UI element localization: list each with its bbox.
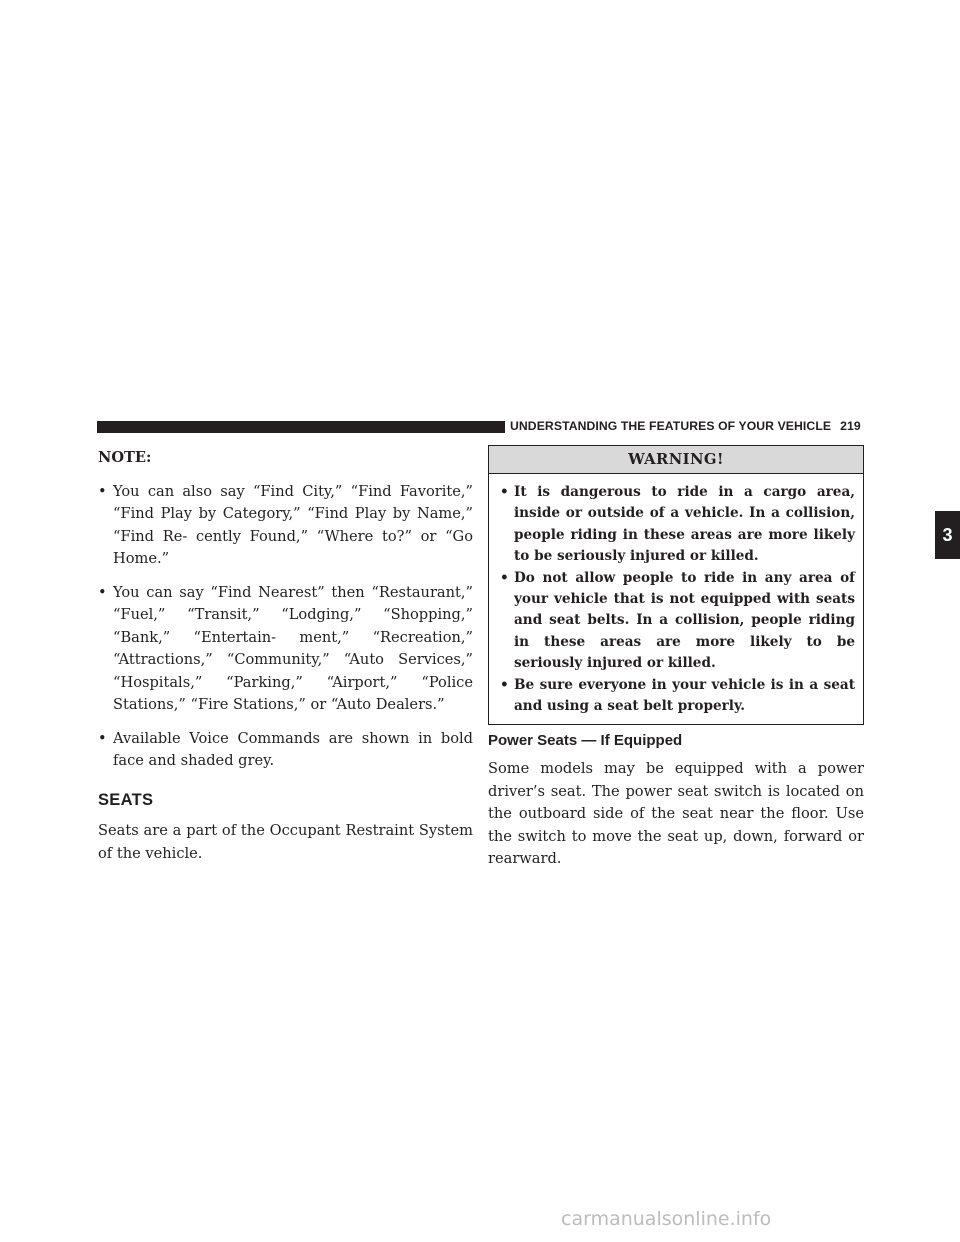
watermark: carmanualsonline.info <box>561 1208 772 1230</box>
section-body: Seats are a part of the Occupant Restraint System of the vehicle. <box>98 822 473 862</box>
warning-item-text: Do not allow people to ride in any area of your vehicle that is not equipped with seats and seat belts. In a collision, people riding in these areas are more likely to be seriously injured or killed. <box>514 569 855 672</box>
warning-item-text: It is dangerous to ride in a cargo area, inside or outside of a vehicle. In a collision, people riding in these areas are more likely to be seriously injured or killed. <box>514 484 855 565</box>
note-list <box>98 481 473 773</box>
warning-list <box>489 474 863 724</box>
bullet-icon: • <box>98 583 107 601</box>
section-heading: SEATS <box>98 790 154 809</box>
warning-title: WARNING! <box>489 446 863 474</box>
list-item <box>98 582 473 717</box>
list-item-text: You can say “Find Nearest” then “Restaurant,” “Fuel,” “Transit,” “Lodging,” “Shopping,” “Bank,” “Entertain- ment,” “Recreation,” “Attractions,” “Community,” “Auto Services,” “Hospitals,” “Parking,” “Airport,” “Police Stations,” “Fire Stations,” or “Auto Dealers.” <box>113 583 473 713</box>
sub-body: Some models may be equipped with a power driver’s seat. The power seat switch is located on the outboard side of the seat near the floor. Use the switch to move the seat up, down, forward or rearward. <box>488 760 864 868</box>
list-item <box>98 481 473 571</box>
page-number: 219 <box>840 419 861 433</box>
right-column <box>488 445 864 871</box>
header-bar <box>97 421 505 433</box>
list-item <box>500 568 855 675</box>
running-head-title: UNDERSTANDING THE FEATURES OF YOUR VEHICLE <box>510 419 832 433</box>
running-head <box>510 419 861 433</box>
list-item <box>500 675 855 718</box>
list-item-text: Available Voice Commands are shown in bold face and shaded grey. <box>113 729 473 769</box>
left-column <box>98 447 473 865</box>
list-item <box>500 482 855 568</box>
note-title: NOTE: <box>98 449 152 466</box>
bullet-icon: • <box>500 569 509 586</box>
bullet-icon: • <box>98 729 107 747</box>
bullet-icon: • <box>500 484 509 500</box>
list-item <box>98 728 473 773</box>
warning-box <box>488 445 864 725</box>
sub-heading: Power Seats — If Equipped <box>488 732 683 750</box>
chapter-tab: 3 <box>935 511 960 559</box>
bullet-icon: • <box>98 482 107 500</box>
list-item-text: You can also say “Find City,” “Find Favorite,” “Find Play by Category,” “Find Play by Name,” “Find Re- cently Found,” “Where to?” or “Go Home.” <box>113 482 473 567</box>
warning-item-text: Be sure everyone in your vehicle is in a seat and using a seat belt properly. <box>514 676 855 715</box>
bullet-icon: • <box>500 676 509 693</box>
